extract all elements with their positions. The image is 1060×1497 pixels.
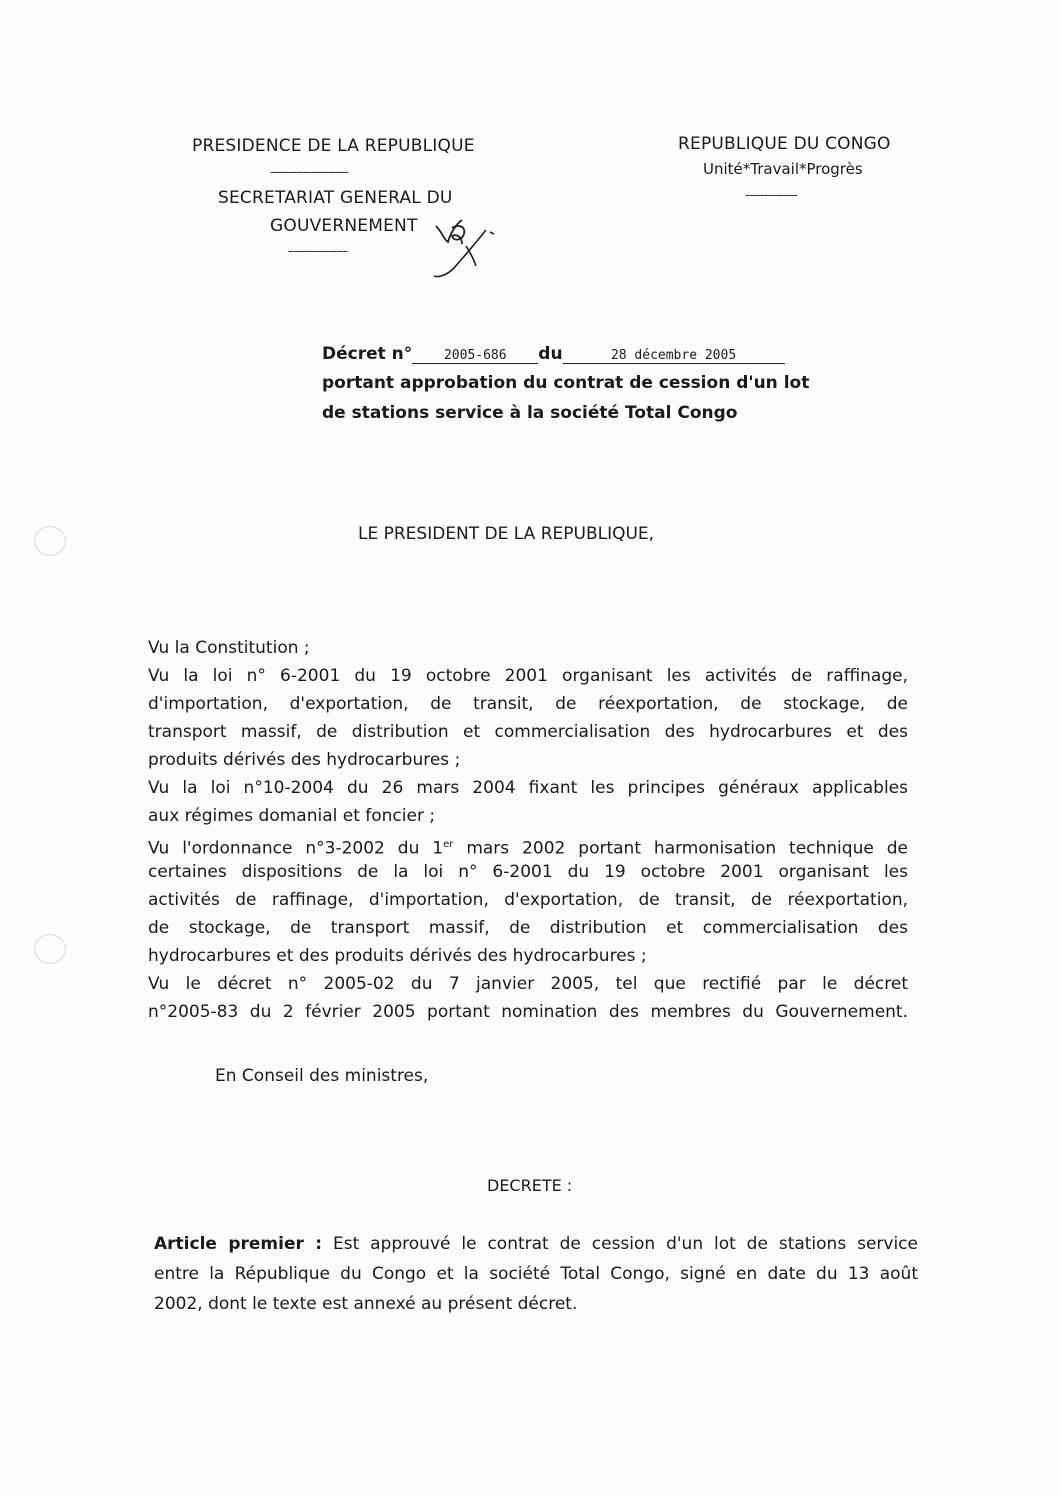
article-line-1 (154, 1230, 918, 1259)
visa-line: aux régimes domanial et foncier ; (148, 806, 436, 826)
president-heading: LE PRESIDENT DE LA REPUBLIQUE, (358, 524, 655, 544)
visa-line: Vu la loi n°10-2004 du 26 mars 2004 fixant les principes généraux applicables (148, 778, 908, 798)
decree-number-line (322, 344, 785, 364)
visa-line: Vu la Constitution ; (148, 638, 310, 658)
decree-subject-2: de stations service à la société Total Congo (322, 403, 738, 423)
header-left-separator-2: ---------------- (288, 244, 348, 259)
header-gouvernement: GOUVERNEMENT (270, 216, 418, 236)
visa-line: de stockage, de transport massif, de distribution et commercialisation des (148, 918, 908, 938)
visa-line: Vu le décret n° 2005-02 du 7 janvier 2005, tel que rectifié par le décret (148, 974, 908, 994)
header-presidence: PRESIDENCE DE LA REPUBLIQUE (192, 136, 475, 156)
visa-line: produits dérivés des hydrocarbures ; (148, 750, 461, 770)
visa-line: n°2005-83 du 2 février 2005 portant nomination des membres du Gouvernement. (148, 1002, 908, 1022)
visa-line: d'importation, d'exportation, de transit, de réexportation, de stockage, de (148, 694, 908, 714)
visa-text: mars 2002 portant harmonisation technique de (453, 838, 908, 859)
article-text: Est approuvé le contrat de cession d'un lot de stations service (322, 1234, 918, 1254)
handwritten-initials (428, 212, 508, 282)
article-line-3: 2002, dont le texte est annexé au présent décret. (154, 1294, 578, 1314)
decree-date: 28 décembre 2005 (563, 348, 785, 364)
decree-number: 2005-686 (412, 348, 538, 364)
visa-line: activités de raffinage, d'importation, d'exportation, de transit, de réexportation, (148, 890, 908, 910)
header-motto: Unité*Travail*Progrès (703, 160, 863, 178)
decree-du: du (538, 344, 563, 364)
header-right-separator: -------------- (745, 188, 797, 203)
header-secretariat: SECRETARIAT GENERAL DU (218, 188, 453, 208)
article-line-2: entre la République du Congo et la société Total Congo, signé en date du 13 août (154, 1264, 918, 1284)
decree-prefix: Décret n° (322, 344, 413, 364)
visa-superscript: er (443, 839, 454, 850)
header-republique: REPUBLIQUE DU CONGO (678, 134, 891, 154)
header-left-separator-1: --------------------- (270, 165, 348, 180)
decrete-heading: DECRETE : (487, 1176, 573, 1195)
article-label: Article premier : (154, 1234, 323, 1254)
visa-line: hydrocarbures et des produits dérivés des hydrocarbures ; (148, 946, 647, 966)
visa-line: certaines dispositions de la loi n° 6-2001 du 19 octobre 2001 organisant les (148, 862, 908, 882)
visa-line: transport massif, de distribution et commercialisation des hydrocarbures et des (148, 722, 908, 742)
punch-hole-top (34, 526, 66, 556)
conseil-des-ministres: En Conseil des ministres, (215, 1066, 429, 1086)
decree-subject-1: portant approbation du contrat de cession d'un lot (322, 373, 810, 393)
visa-text: Vu l'ordonnance n°3-2002 du 1 (148, 838, 444, 859)
visa-line: Vu la loi n° 6-2001 du 19 octobre 2001 organisant les activités de raffinage, (148, 666, 908, 686)
punch-hole-bottom (34, 934, 66, 964)
